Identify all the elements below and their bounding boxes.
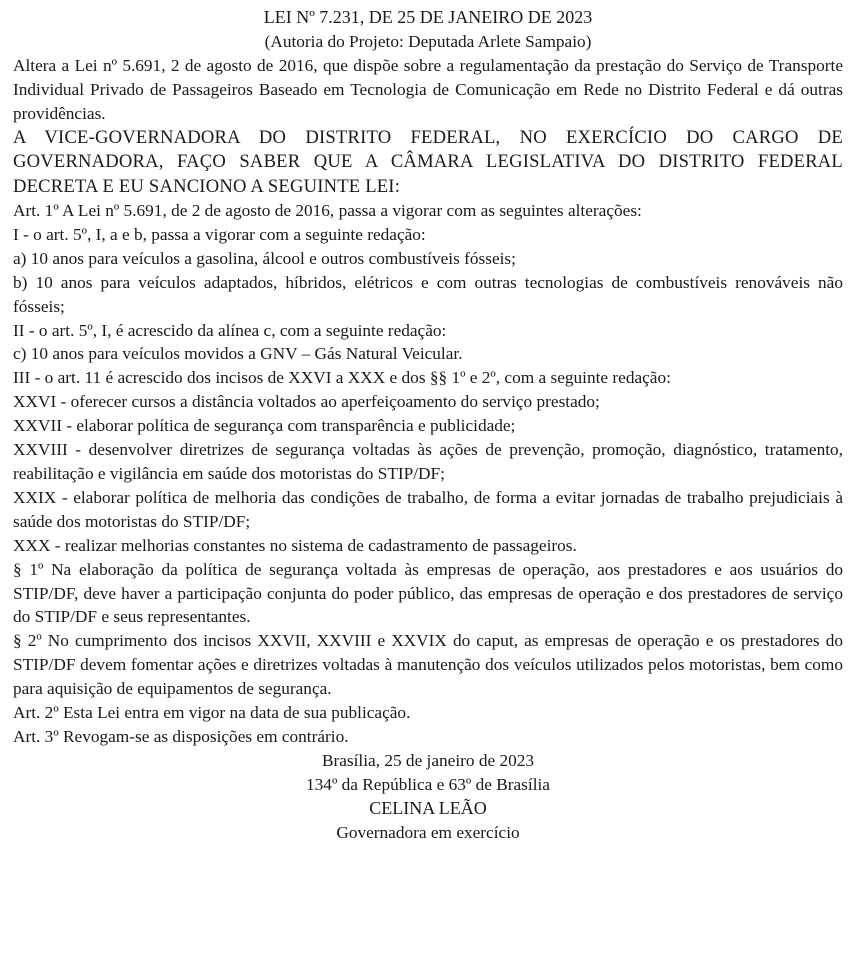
art-1: Art. 1º A Lei nº 5.691, de 2 de agosto de 2016, passa a vigorar com as seguintes alterações: bbox=[13, 201, 642, 221]
law-authorship: (Autoria do Projeto: Deputada Arlete Sampaio) bbox=[264, 31, 592, 51]
paragraph-2: § 2º No cumprimento dos incisos XXVII, XXVIII e XXVIX do caput, as empresas de operação e os prestadores do STIP/DF devem fomentar ações e diretrizes voltadas à manutenção dos veículos utilizados pelos motoristas, bem como para aquisição de equipamentos de segurança. bbox=[13, 631, 843, 699]
alinea-b: b) 10 anos para veículos adaptados, híbridos, elétricos e com outras tecnologias de combustíveis renováveis não fósseis; bbox=[13, 272, 843, 316]
inciso-xxvii: XXVII - elaborar política de segurança com transparência e publicidade; bbox=[13, 416, 516, 436]
signature-era: 134º da República e 63º de Brasília bbox=[306, 774, 550, 794]
signature-block bbox=[13, 749, 843, 845]
inciso-xxx: XXX - realizar melhorias constantes no sistema de cadastramento de passageiros. bbox=[13, 535, 577, 555]
paragraph-1: § 1º Na elaboração da política de segurança voltada às empresas de operação, aos prestadores e aos usuários do STIP/DF, deve haver a participação conjunta do poder público, das empresas de operação e dos prestadores de serviço do STIP/DF e seus representantes. bbox=[13, 559, 843, 627]
signature-role: Governadora em exercício bbox=[336, 822, 520, 842]
art-3: Art. 3º Revogam-se as disposições em contrário. bbox=[13, 726, 349, 746]
item-i: I - o art. 5º, I, a e b, passa a vigorar com a seguinte redação: bbox=[13, 224, 426, 244]
law-preamble: A VICE-GOVERNADORA DO DISTRITO FEDERAL, NO EXERCÍCIO DO CARGO DE GOVERNADORA, FAÇO SABER QUE A CÂMARA LEGISLATIVA DO DISTRITO FEDERAL DECRETA E EU SANCIONO A SEGUINTE LEI: bbox=[13, 126, 843, 197]
item-ii: II - o art. 5º, I, é acrescido da alínea c, com a seguinte redação: bbox=[13, 320, 447, 340]
inciso-xxviii: XXVIII - desenvolver diretrizes de segurança voltadas às ações de prevenção, promoção, diagnóstico, tratamento, reabilitação e vigilância em saúde dos motoristas do STIP/DF; bbox=[13, 440, 843, 483]
inciso-xxvi: XXVI - oferecer cursos a distância voltados ao aperfeiçoamento do serviço prestado; bbox=[13, 392, 600, 412]
item-iii: III - o art. 11 é acrescido dos incisos de XXVI a XXX e dos §§ 1º e 2º, com a seguinte redação: bbox=[13, 368, 671, 388]
law-title: LEI Nº 7.231, DE 25 DE JANEIRO DE 2023 bbox=[263, 7, 593, 27]
signature-name: CELINA LEÃO bbox=[369, 797, 487, 818]
alinea-a: a) 10 anos para veículos a gasolina, álcool e outros combustíveis fósseis; bbox=[13, 248, 516, 268]
law-ementa: Altera a Lei nº 5.691, 2 de agosto de 2016, que dispõe sobre a regulamentação da prestação do Serviço de Transporte Individual Privado de Passageiros Baseado em Tecnologia de Comunicação em Rede no Distrito Federal e dá outras providências. bbox=[13, 55, 843, 123]
alinea-c: c) 10 anos para veículos movidos a GNV – Gás Natural Veicular. bbox=[13, 344, 463, 364]
signature-place-date: Brasília, 25 de janeiro de 2023 bbox=[321, 750, 535, 770]
inciso-xxix: XXIX - elaborar política de melhoria das condições de trabalho, de forma a evitar jornadas de trabalho prejudiciais à saúde dos motoristas do STIP/DF; bbox=[13, 487, 843, 531]
art-2: Art. 2º Esta Lei entra em vigor na data de sua publicação. bbox=[13, 703, 411, 723]
